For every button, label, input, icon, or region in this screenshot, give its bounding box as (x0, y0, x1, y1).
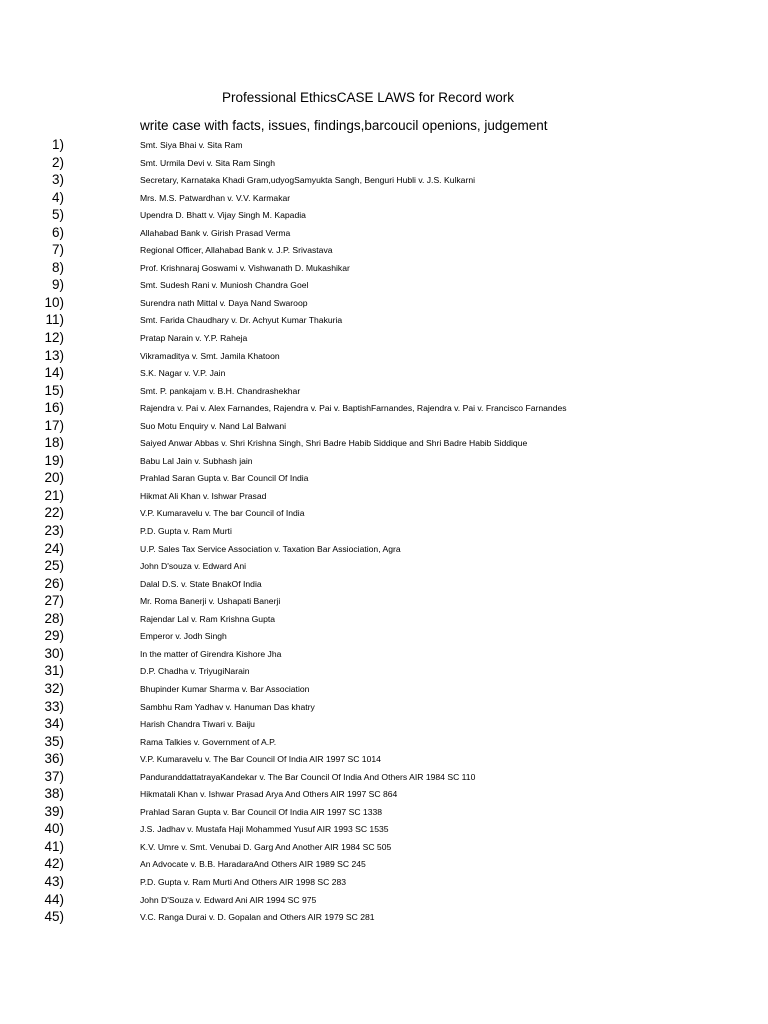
case-title: Smt. Urmila Devi v. Sita Ram Singh (140, 157, 275, 168)
document-title: Professional EthicsCASE LAWS for Record work (221, 90, 515, 105)
case-title: K.V. Umre v. Smt. Venubai D. Garg And Another AIR 1984 SC 505 (140, 841, 392, 852)
case-title: John D'Souza v. Edward Ani AIR 1994 SC 975 (140, 894, 317, 905)
case-number: 40) (44, 821, 64, 837)
case-number: 18) (44, 435, 64, 451)
case-list-item (0, 171, 700, 189)
case-list-item (0, 557, 700, 575)
case-number: 35) (44, 733, 64, 749)
case-title: S.K. Nagar v. V.P. Jain (140, 368, 226, 379)
case-title: Regional Officer, Allahabad Bank v. J.P. Srivastava (140, 245, 333, 256)
case-list-item (0, 469, 700, 487)
case-list-item (0, 294, 700, 312)
case-list-item (0, 504, 700, 522)
case-list-item (0, 487, 700, 505)
case-list-item (0, 645, 700, 663)
case-list-item (0, 662, 700, 680)
case-title: V.C. Ranga Durai v. D. Gopalan and Others AIR 1979 SC 281 (140, 912, 375, 923)
case-title: P.D. Gupta v. Ram Murti And Others AIR 1998 SC 283 (140, 876, 347, 887)
case-number: 43) (44, 873, 64, 889)
case-title: Rajendra v. Pai v. Alex Farnandes, Rajendra v. Pai v. BaptishFarnandes, Rajendra v. Pai v. Francisco Farnandes (140, 403, 567, 414)
case-list-item (0, 206, 700, 224)
case-number: 10) (44, 294, 64, 310)
case-title: In the matter of Girendra Kishore Jha (140, 648, 282, 659)
case-list-item (0, 750, 700, 768)
case-number: 4) (51, 189, 64, 205)
case-number: 38) (44, 786, 64, 802)
case-title: Vikramaditya v. Smt. Jamila Khatoon (140, 350, 280, 361)
case-title: P.D. Gupta v. Ram Murti (140, 526, 232, 537)
case-list-item (0, 592, 700, 610)
case-number: 5) (51, 207, 64, 223)
case-number: 25) (44, 558, 64, 574)
case-title: Sambhu Ram Yadhav v. Hanuman Das khatry (140, 701, 315, 712)
case-list-item (0, 276, 700, 294)
case-list-item (0, 347, 700, 365)
case-list-item (0, 575, 700, 593)
case-list-item (0, 698, 700, 716)
case-number: 24) (44, 540, 64, 556)
case-title: Pratap Narain v. Y.P. Raheja (140, 333, 248, 344)
case-number: 31) (44, 663, 64, 679)
case-number: 13) (44, 347, 64, 363)
case-list-item (0, 434, 700, 452)
case-title: An Advocate v. B.B. HaradaraAnd Others AIR 1989 SC 245 (140, 859, 366, 870)
case-list-item (0, 715, 700, 733)
case-title: D.P. Chadha v. TriyugiNarain (140, 666, 250, 677)
case-title: Upendra D. Bhatt v. Vijay Singh M. Kapadia (140, 210, 306, 221)
case-title: Rajendar Lal v. Ram Krishna Gupta (140, 613, 276, 624)
case-number: 21) (44, 487, 64, 503)
case-title: Bhupinder Kumar Sharma v. Bar Association (140, 683, 310, 694)
case-number: 23) (44, 523, 64, 539)
case-number: 14) (44, 365, 64, 381)
case-title: Prof. Krishnaraj Goswami v. Vishwanath D. Mukashikar (140, 262, 350, 273)
case-number: 32) (44, 680, 64, 696)
case-title: Prahlad Saran Gupta v. Bar Council Of India AIR 1997 SC 1338 (140, 806, 383, 817)
case-title: V.P. Kumaravelu v. The Bar Council Of India AIR 1997 SC 1014 (140, 754, 381, 765)
case-title: Hikmatali Khan v. Ishwar Prasad Arya And Others AIR 1997 SC 864 (140, 789, 398, 800)
case-number: 7) (51, 242, 64, 258)
case-list-item (0, 820, 700, 838)
case-number: 39) (44, 803, 64, 819)
case-list-item (0, 452, 700, 470)
case-title: J.S. Jadhav v. Mustafa Haji Mohammed Yusuf AIR 1993 SC 1535 (140, 824, 389, 835)
case-list-item (0, 241, 700, 259)
case-title: Smt. Farida Chaudhary v. Dr. Achyut Kumar Thakuria (140, 315, 343, 326)
case-number: 8) (51, 259, 64, 275)
case-number: 19) (44, 452, 64, 468)
case-list-item (0, 399, 700, 417)
case-list-item (0, 873, 700, 891)
case-title: Emperor v. Jodh Singh (140, 631, 227, 642)
case-number: 15) (44, 382, 64, 398)
case-list-item (0, 540, 700, 558)
case-number: 22) (44, 505, 64, 521)
case-list-item (0, 785, 700, 803)
case-title: John D'souza v. Edward Ani (140, 561, 247, 572)
case-number: 9) (51, 277, 64, 293)
case-title: U.P. Sales Tax Service Association v. Taxation Bar Assiociation, Agra (140, 543, 401, 554)
document-subtitle: write case with facts, issues, findings,barcoucil openions, judgement (140, 118, 548, 133)
case-list-item (0, 382, 700, 400)
case-title: Mrs. M.S. Patwardhan v. V.V. Karmakar (140, 192, 291, 203)
case-list-item (0, 417, 700, 435)
case-list-item (0, 154, 700, 172)
case-number: 44) (44, 891, 64, 907)
case-list-item (0, 522, 700, 540)
case-title: Smt. P. pankajam v. B.H. Chandrashekhar (140, 385, 301, 396)
case-list-item (0, 610, 700, 628)
case-title: Harish Chandra Tiwari v. Baiju (140, 719, 255, 730)
case-number: 41) (44, 838, 64, 854)
case-list-item (0, 259, 700, 277)
case-number: 12) (44, 330, 64, 346)
case-title: Allahabad Bank v. Girish Prasad Verma (140, 227, 291, 238)
case-number: 37) (44, 768, 64, 784)
case-list-item (0, 855, 700, 873)
case-number: 27) (44, 593, 64, 609)
case-list-item (0, 768, 700, 786)
case-number: 16) (44, 400, 64, 416)
case-title: PanduranddattatrayaKandekar v. The Bar Council Of India And Others AIR 1984 SC 110 (140, 771, 476, 782)
case-list-item (0, 364, 700, 382)
case-list-item (0, 803, 700, 821)
case-list-item (0, 627, 700, 645)
case-number: 29) (44, 628, 64, 644)
case-list-item (0, 733, 700, 751)
case-number: 3) (51, 172, 64, 188)
case-title: Surendra nath Mittal v. Daya Nand Swaroop (140, 297, 308, 308)
case-title: Prahlad Saran Gupta v. Bar Council Of India (140, 473, 309, 484)
case-title: Babu Lal Jain v. Subhash jain (140, 455, 253, 466)
case-number: 20) (44, 470, 64, 486)
case-list-item (0, 891, 700, 909)
case-title: Rama Talkies v. Government of A.P. (140, 736, 277, 747)
case-list-item (0, 136, 700, 154)
case-title: Mr. Roma Banerji v. Ushapati Banerji (140, 596, 281, 607)
case-title: Smt. Sudesh Rani v. Muniosh Chandra Goel (140, 280, 309, 291)
case-number: 26) (44, 575, 64, 591)
case-number: 45) (44, 909, 64, 925)
case-title: Smt. Siya Bhai v. Sita Ram (140, 140, 243, 150)
case-list-item (0, 908, 700, 926)
case-number: 11) (45, 312, 64, 328)
case-list (0, 136, 700, 926)
case-list-item (0, 838, 700, 856)
case-number: 28) (44, 610, 64, 626)
case-number: 42) (44, 856, 64, 872)
case-number: 36) (44, 751, 64, 767)
case-title: Hikmat Ali Khan v. Ishwar Prasad (140, 490, 267, 501)
case-number: 33) (44, 698, 64, 714)
case-title: Secretary, Karnataka Khadi Gram,udyogSamyukta Sangh, Benguri Hubli v. J.S. Kulkarni (140, 175, 476, 186)
case-title: Suo Motu Enquiry v. Nand Lal Balwani (140, 420, 287, 431)
case-number: 1) (51, 137, 64, 152)
case-number: 6) (51, 224, 64, 240)
case-list-item (0, 311, 700, 329)
case-list-item (0, 224, 700, 242)
case-title: Saiyed Anwar Abbas v. Shri Krishna Singh, Shri Badre Habib Siddique and Shri Badre Habib Siddique (140, 438, 528, 449)
case-number: 34) (44, 716, 64, 732)
case-title: V.P. Kumaravelu v. The bar Council of India (140, 508, 305, 519)
case-number: 30) (44, 645, 64, 661)
case-list-item (0, 329, 700, 347)
case-list-item (0, 189, 700, 207)
case-title: Dalal D.S. v. State BnakOf India (140, 578, 262, 589)
case-number: 17) (44, 417, 64, 433)
case-number: 2) (51, 154, 64, 170)
case-list-item (0, 680, 700, 698)
